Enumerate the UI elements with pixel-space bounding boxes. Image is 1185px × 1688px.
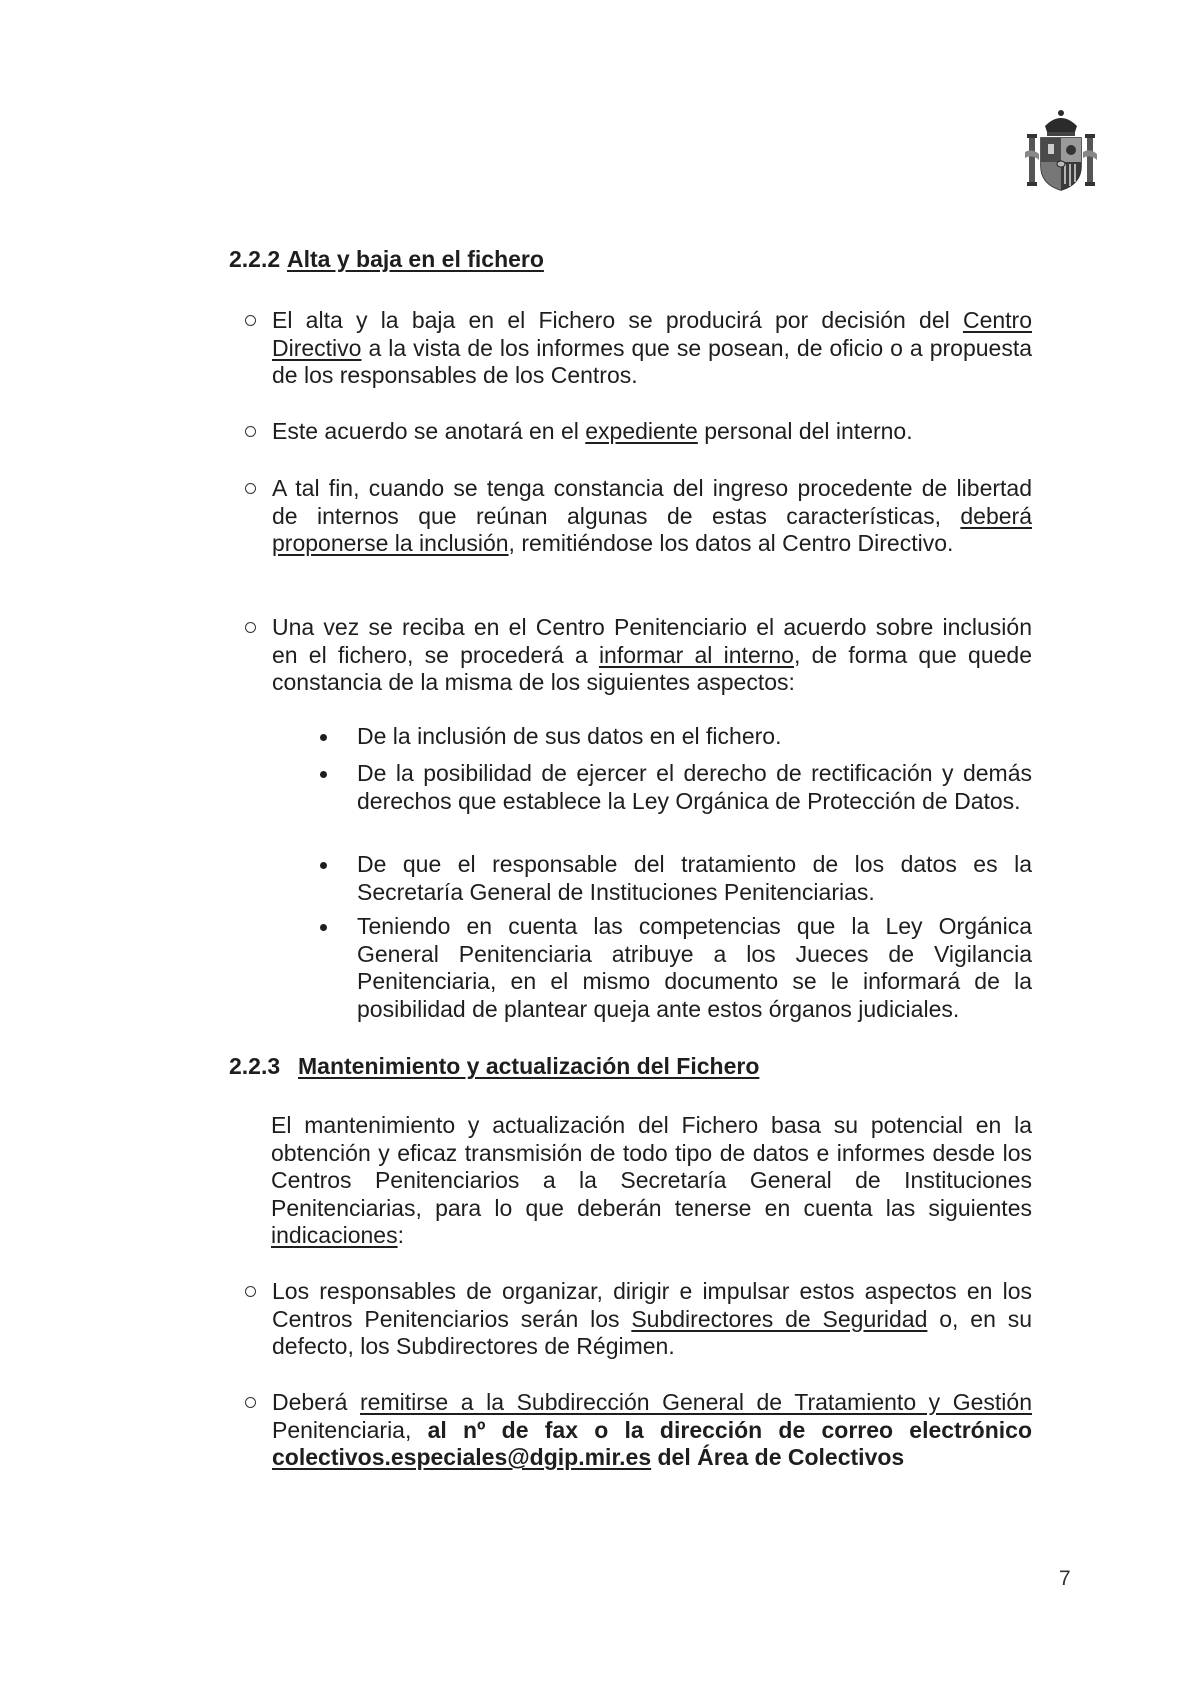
- bullet-text: De la inclusión de sus datos en el fichero.: [357, 723, 782, 749]
- list-item-text: A tal fin, cuando se tenga constancia del ingreso procedente de libertad de internos que reúnan algunas de estas características, deberá proponerse la inclusión, remitiéndose los datos al Centro Directivo.: [272, 475, 1032, 556]
- list-item: [272, 418, 1032, 446]
- section-title: Alta y baja en el fichero: [287, 246, 544, 272]
- email-link[interactable]: colectivos.especiales@dgip.mir.es: [272, 1444, 652, 1470]
- bullet-dot-icon: [320, 924, 327, 931]
- page-number: 7: [1059, 1567, 1071, 1590]
- underlined-term: informar al interno: [598, 641, 794, 668]
- circle-bullet-icon: [245, 483, 256, 494]
- circle-bullet-icon: [245, 1397, 256, 1408]
- coat-of-arms-emblem: [1023, 108, 1099, 194]
- bullet-dot-icon: [320, 771, 327, 778]
- section-number: 2.2.2: [229, 246, 281, 272]
- list-item: [272, 475, 1032, 558]
- bold-text: del Área de Colectivos: [651, 1444, 905, 1470]
- underlined-term: deberá proponerse la inclusión: [272, 502, 1032, 556]
- list-item-text: El alta y la baja en el Fichero se producirá por decisión del Centro Directivo a la vista de los informes que se posean, de oficio o a propuesta de los responsables de los Centros.: [272, 307, 1032, 388]
- bullet-text: De que el responsable del tratamiento de los datos es la Secretaría General de Instituciones Penitenciarias.: [357, 851, 1032, 905]
- section-heading-2-2-3: [229, 1053, 759, 1080]
- underlined-term: expediente: [585, 418, 698, 444]
- underlined-term: Subdirectores de Seguridad: [631, 1305, 928, 1332]
- underlined-term: indicaciones: [271, 1222, 398, 1248]
- bullet-item: [357, 760, 1032, 815]
- bullet-item: [357, 913, 1032, 1023]
- list-item-text: Deberá remitirse a la Subdirección General de Tratamiento y Gestión Penitenciaria, al nº de fax o la dirección de correo electrónico colectivos.especiales@dgip.mir.es del Área de Colectivos: [272, 1389, 1033, 1470]
- circle-bullet-icon: [245, 1286, 256, 1297]
- list-item-text: Los responsables de organizar, dirigir e impulsar estos aspectos en los Centros Penitenciarios serán los Subdirectores de Seguridad o, en su defecto, los Subdirectores de Régimen.: [272, 1278, 1033, 1359]
- circle-bullet-icon: [245, 622, 256, 633]
- list-item: [272, 1389, 1032, 1472]
- list-item-text: Una vez se reciba en el Centro Penitenciario el acuerdo sobre inclusión en el fichero, se procederá a informar al interno, de forma que quede constancia de la misma de los siguientes aspectos:: [272, 614, 1032, 695]
- underlined-term: Centro Directivo: [272, 307, 1032, 361]
- section-intro-paragraph: El mantenimiento y actualización del Fichero basa su potencial en la obtención y eficaz transmisión de todo tipo de datos e informes desde los Centros Penitenciarios a la Secretaría General de Instituciones Penitenciarias, para lo que deberán tenerse en cuenta las siguientes indicaciones:: [271, 1112, 1032, 1248]
- section-number: 2.2.3: [229, 1053, 281, 1079]
- underlined-term: remitirse a la Subdirección General de Tratamiento y Gestión: [360, 1389, 1033, 1415]
- bullet-text: Teniendo en cuenta las competencias que la Ley Orgánica General Penitenciaria atribuye a los Jueces de Vigilancia Penitenciaria, en el mismo documento se le informará de la posibilidad de plantear queja ante estos órganos judiciales.: [357, 913, 1032, 1022]
- list-item-text: Este acuerdo se anotará en el expediente personal del interno.: [272, 418, 913, 444]
- bullet-dot-icon: [320, 734, 327, 741]
- bullet-dot-icon: [320, 862, 327, 869]
- section-heading-2-2-2: [229, 246, 544, 273]
- circle-bullet-icon: [245, 426, 256, 437]
- list-item: [272, 307, 1032, 390]
- bullet-item: [357, 851, 1032, 906]
- list-item: [272, 1278, 1032, 1361]
- list-item: [272, 614, 1032, 697]
- circle-bullet-icon: [245, 315, 256, 326]
- section-title: Mantenimiento y actualización del Fichero: [298, 1053, 760, 1079]
- bold-text: al nº de fax o la dirección de correo electrónico: [427, 1416, 1032, 1443]
- bullet-item: [357, 723, 1032, 751]
- bullet-text: De la posibilidad de ejercer el derecho de rectificación y demás derechos que establece la Ley Orgánica de Protección de Datos.: [357, 760, 1032, 814]
